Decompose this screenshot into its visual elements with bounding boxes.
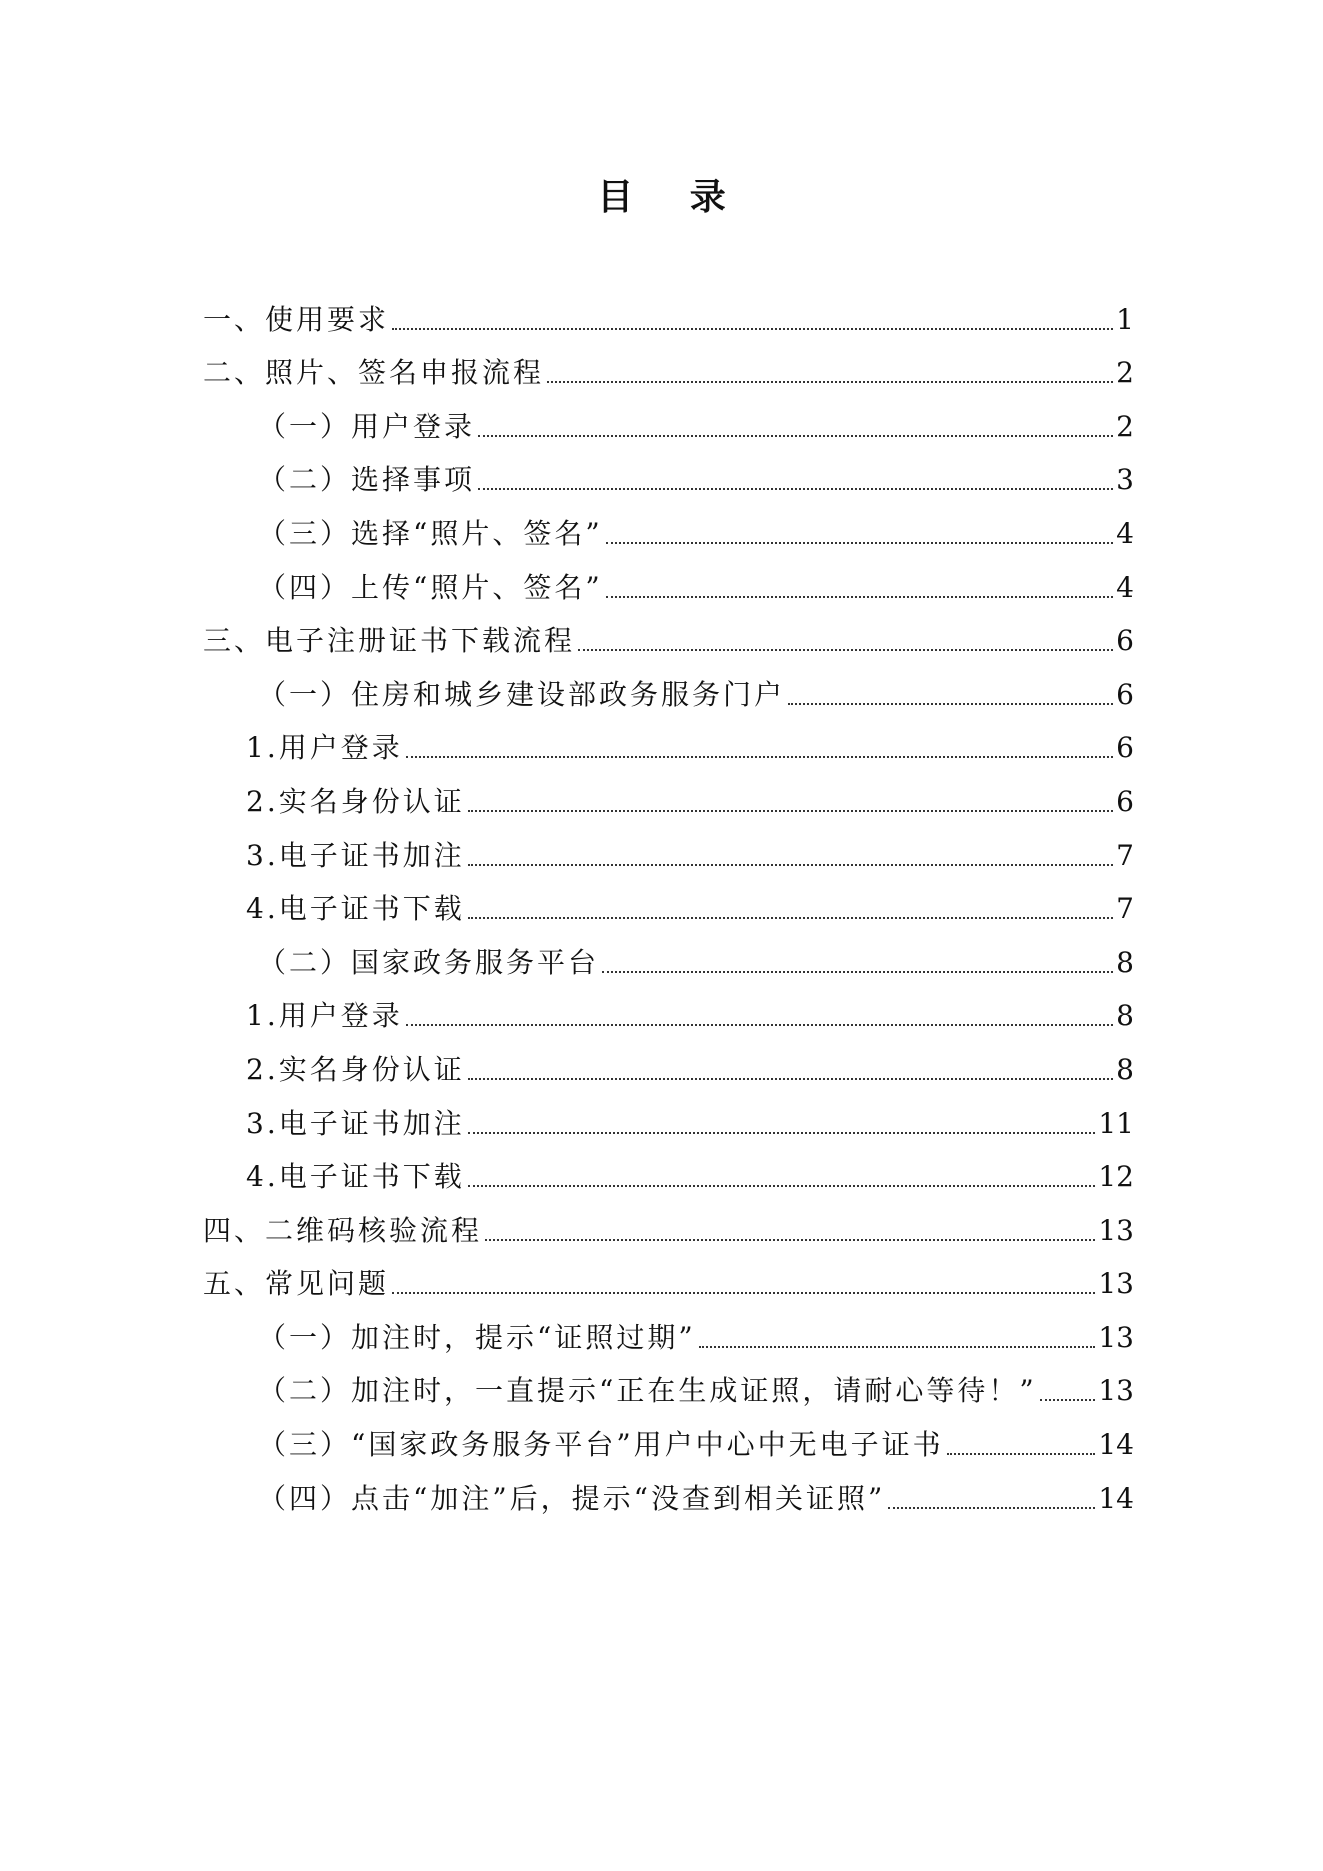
toc-entry-label: （三）“国家政务服务平台”用户中心中无电子证书 bbox=[258, 1428, 944, 1462]
toc-entry-page-number: 13 bbox=[1098, 1374, 1134, 1408]
toc-entry-page-number: 8 bbox=[1116, 945, 1134, 979]
toc-entry-page-number: 13 bbox=[1098, 1213, 1134, 1247]
dot-leader bbox=[468, 1132, 1096, 1134]
toc-entry-page-number: 3 bbox=[1116, 463, 1134, 497]
toc-entry-label: （四）上传“照片、签名” bbox=[258, 570, 603, 604]
toc-entry[interactable] bbox=[0, 399, 1323, 453]
toc-entry-page-number: 6 bbox=[1116, 624, 1134, 658]
dot-leader bbox=[468, 917, 1113, 919]
toc-entry-label: （三）选择“照片、签名” bbox=[258, 516, 603, 550]
toc-entry-label: 2.实名身份认证 bbox=[246, 1052, 465, 1086]
toc-entry-label: （四）点击“加注”后，提示“没查到相关证照” bbox=[258, 1481, 886, 1515]
dot-leader bbox=[468, 864, 1113, 866]
toc-entry-label: （二）国家政务服务平台 bbox=[258, 945, 600, 979]
dot-leader bbox=[602, 971, 1113, 973]
toc-entry-page-number: 14 bbox=[1098, 1481, 1134, 1515]
toc-entry-label: 一、使用要求 bbox=[203, 302, 390, 336]
toc-entry-page-number: 4 bbox=[1116, 570, 1134, 604]
toc-entry[interactable] bbox=[0, 882, 1323, 936]
toc-entry-page-number: 13 bbox=[1098, 1267, 1134, 1301]
toc-entry-label: （一）加注时，提示“证照过期” bbox=[258, 1320, 696, 1354]
toc-entry-label: 1.用户登录 bbox=[246, 731, 403, 765]
toc-entry-label: 三、电子注册证书下载流程 bbox=[203, 624, 576, 658]
toc-entry-page-number: 8 bbox=[1116, 1052, 1134, 1086]
toc-entry[interactable] bbox=[0, 346, 1323, 400]
toc-entry-page-number: 11 bbox=[1098, 1106, 1134, 1140]
toc-entry-page-number: 7 bbox=[1116, 892, 1134, 926]
toc-entry[interactable] bbox=[0, 1203, 1323, 1257]
toc-entry-label: 2.实名身份认证 bbox=[246, 784, 465, 818]
dot-leader bbox=[406, 756, 1113, 758]
toc-entry-page-number: 14 bbox=[1098, 1428, 1134, 1462]
toc-entry-page-number: 6 bbox=[1116, 784, 1134, 818]
dot-leader bbox=[606, 542, 1114, 544]
toc-entry-page-number: 6 bbox=[1116, 731, 1134, 765]
toc-entry-page-number: 6 bbox=[1116, 677, 1134, 711]
toc-entry-label: 四、二维码核验流程 bbox=[203, 1213, 483, 1247]
toc-entry[interactable] bbox=[0, 1096, 1323, 1150]
toc-title: 目 录 bbox=[597, 176, 748, 218]
dot-leader bbox=[1040, 1399, 1096, 1401]
toc-entry[interactable] bbox=[0, 1150, 1323, 1204]
toc-entry[interactable] bbox=[0, 828, 1323, 882]
toc-entry[interactable] bbox=[0, 453, 1323, 507]
toc-entry-page-number: 1 bbox=[1116, 302, 1134, 336]
toc-entry[interactable] bbox=[0, 989, 1323, 1043]
toc-entry-label: 二、照片、签名申报流程 bbox=[203, 356, 545, 390]
toc-entry[interactable] bbox=[0, 560, 1323, 614]
dot-leader bbox=[485, 1239, 1095, 1241]
toc-entry-page-number: 8 bbox=[1116, 999, 1134, 1033]
toc-entry-label: 五、常见问题 bbox=[203, 1267, 390, 1301]
toc-entry[interactable] bbox=[0, 1417, 1323, 1471]
toc-entry-label: 3.电子证书加注 bbox=[246, 838, 465, 872]
toc-entry-label: （二）加注时，一直提示“正在生成证照，请耐心等待！” bbox=[258, 1374, 1037, 1408]
toc-entry-page-number: 2 bbox=[1116, 356, 1134, 390]
dot-leader bbox=[578, 649, 1113, 651]
dot-leader bbox=[406, 1024, 1113, 1026]
dot-leader bbox=[699, 1346, 1096, 1348]
toc-entry-page-number: 13 bbox=[1098, 1320, 1134, 1354]
dot-leader bbox=[888, 1507, 1095, 1509]
toc-entry[interactable] bbox=[0, 292, 1323, 346]
toc-entry[interactable] bbox=[0, 1471, 1323, 1525]
dot-leader bbox=[478, 435, 1113, 437]
dot-leader bbox=[468, 1078, 1113, 1080]
toc-entry-page-number: 7 bbox=[1116, 838, 1134, 872]
toc-entry-label: （一）住房和城乡建设部政务服务门户 bbox=[258, 677, 786, 711]
toc-entry-label: 1.用户登录 bbox=[246, 999, 403, 1033]
dot-leader bbox=[788, 703, 1113, 705]
dot-leader bbox=[468, 1185, 1096, 1187]
dot-leader bbox=[547, 381, 1113, 383]
toc-entry[interactable] bbox=[0, 1257, 1323, 1311]
dot-leader bbox=[606, 596, 1114, 598]
toc-entry[interactable] bbox=[0, 935, 1323, 989]
toc-entry-label: （二）选择事项 bbox=[258, 463, 476, 497]
toc-entry[interactable] bbox=[0, 774, 1323, 828]
toc-entry[interactable] bbox=[0, 506, 1323, 560]
dot-leader bbox=[468, 810, 1113, 812]
dot-leader bbox=[392, 1292, 1095, 1294]
toc-entry[interactable] bbox=[0, 1310, 1323, 1364]
toc-entry-label: 4.电子证书下载 bbox=[246, 1160, 465, 1194]
dot-leader bbox=[392, 328, 1113, 330]
toc-entry[interactable] bbox=[0, 1364, 1323, 1418]
toc-entry[interactable] bbox=[0, 614, 1323, 668]
table-of-contents bbox=[0, 292, 1323, 1525]
dot-leader bbox=[947, 1453, 1096, 1455]
dot-leader bbox=[478, 488, 1113, 490]
toc-entry[interactable] bbox=[0, 1042, 1323, 1096]
toc-entry-label: 3.电子证书加注 bbox=[246, 1106, 465, 1140]
toc-entry-page-number: 12 bbox=[1098, 1160, 1134, 1194]
toc-entry[interactable] bbox=[0, 667, 1323, 721]
toc-entry[interactable] bbox=[0, 721, 1323, 775]
toc-entry-page-number: 4 bbox=[1116, 516, 1134, 550]
toc-entry-label: 4.电子证书下载 bbox=[246, 892, 465, 926]
toc-entry-page-number: 2 bbox=[1116, 409, 1134, 443]
toc-entry-label: （一）用户登录 bbox=[258, 409, 476, 443]
